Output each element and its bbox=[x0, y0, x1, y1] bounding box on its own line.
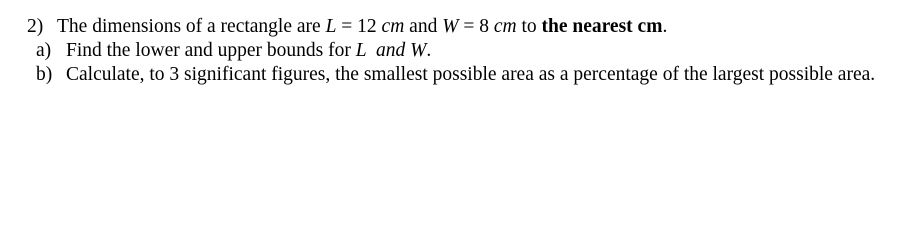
math-W-value: = 8 bbox=[458, 16, 494, 37]
question-number: 2) bbox=[27, 16, 44, 37]
math-L-value: = 12 bbox=[336, 16, 382, 37]
question-emphasis: the nearest cm bbox=[541, 16, 663, 37]
part-a-text: Find the lower and upper bounds for bbox=[66, 40, 356, 61]
question-to: to bbox=[516, 16, 542, 37]
part-a-math: L and W bbox=[355, 40, 427, 61]
part-a-line bbox=[36, 40, 431, 62]
question-text: The dimensions of a rectangle are bbox=[57, 16, 326, 37]
question-and: and bbox=[404, 16, 443, 37]
math-L-unit: cm bbox=[381, 16, 405, 37]
math-L: L bbox=[325, 16, 337, 37]
part-b-line bbox=[36, 64, 875, 86]
part-a-label: a) bbox=[36, 40, 52, 61]
part-a-period: . bbox=[426, 40, 432, 61]
question-line bbox=[27, 16, 667, 38]
part-b-label: b) bbox=[36, 64, 53, 85]
question-period: . bbox=[662, 16, 668, 37]
part-b-text: Calculate, to 3 significant figures, the smallest possible area as a percentage of the largest possible area. bbox=[66, 64, 876, 85]
math-W-unit: cm bbox=[493, 16, 517, 37]
math-W: W bbox=[442, 16, 459, 37]
